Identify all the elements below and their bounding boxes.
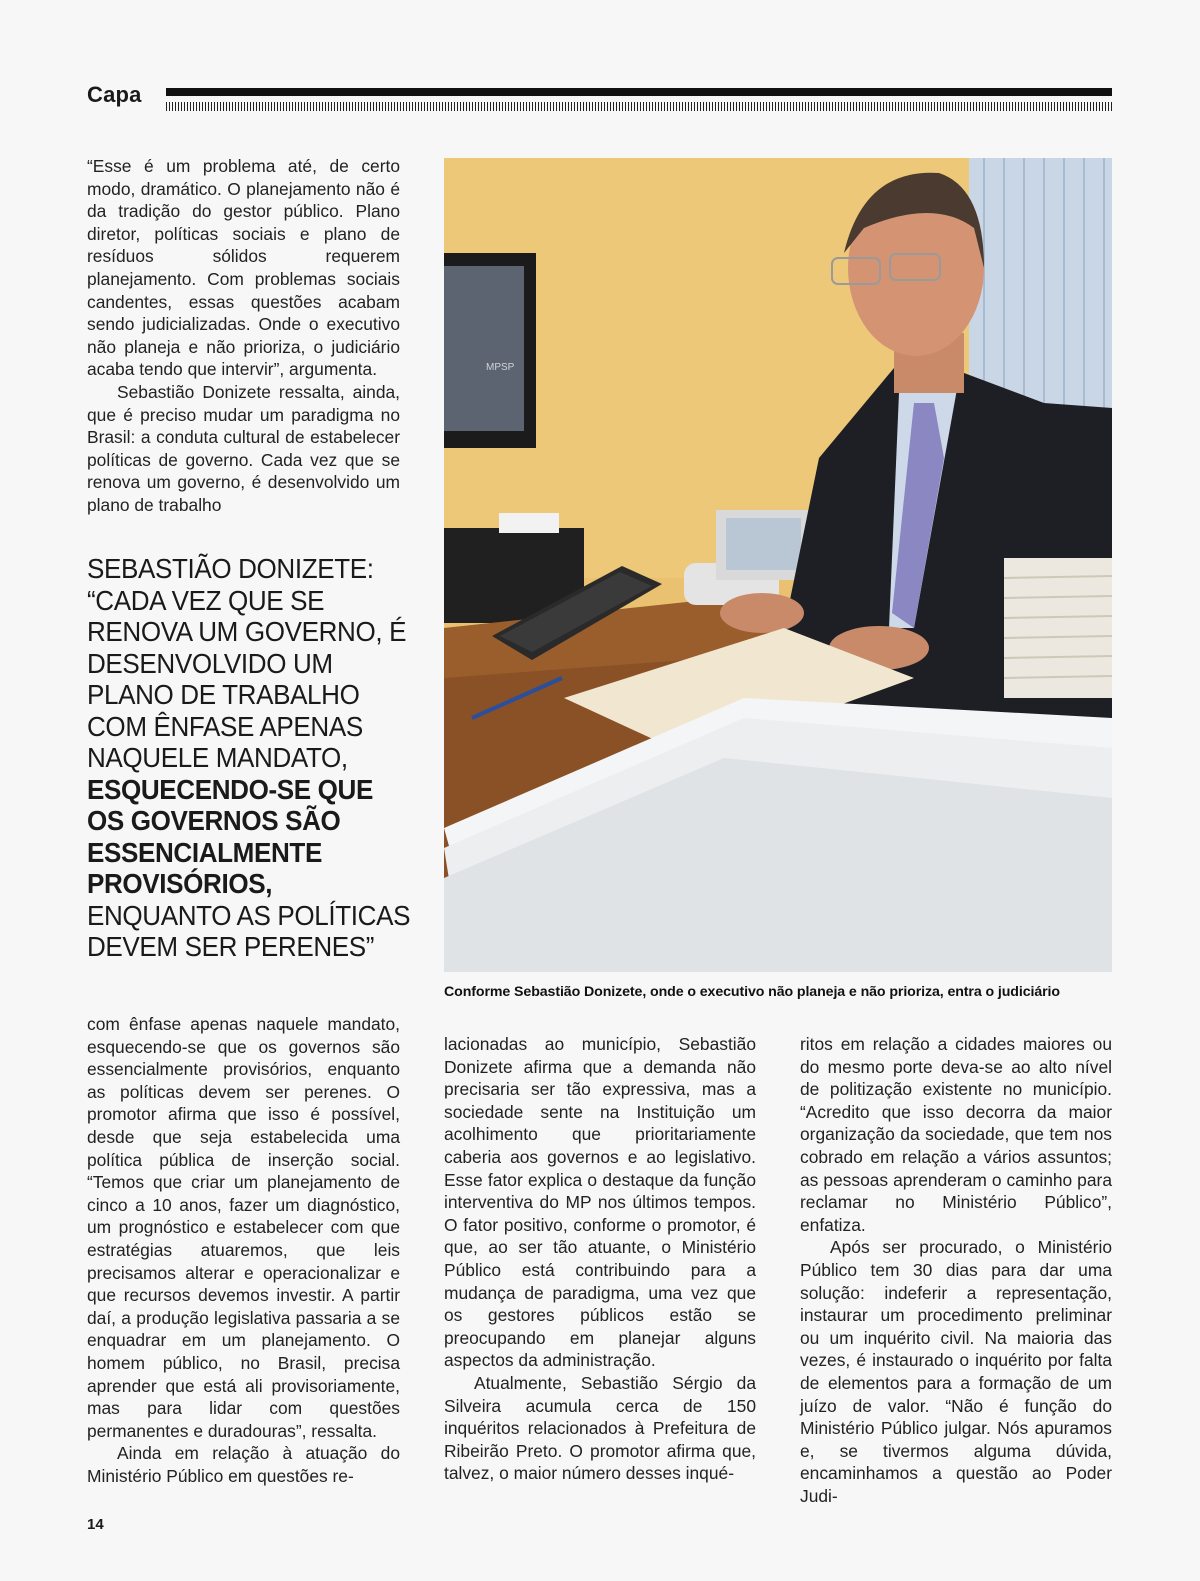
col2-paragraph-1: lacionadas ao município, Sebastião Donizete afirma que a demanda não precisaria ser tão expressiva, mas a sociedade sente na Instituição um acolhimento que prioritariamente caberia aos governos e ao legislativo. Esse fator explica o destaque da função interventiva do MP nos últimos tempos. O fator positivo, conforme o promotor, é que, ao ser tão atuante, o Ministério Público está contribuindo para a mudança de paradigma, uma vez que os gestores públicos estão se preocupando em planejar alguns aspectos da administração.: [444, 1034, 756, 1371]
col1-paragraph-2: Ainda em relação à atuação do Ministério Público em questões re-: [87, 1443, 400, 1486]
monitor-label: MPSP: [486, 362, 515, 373]
col2-paragraph-2: Atualmente, Sebastião Sérgio da Silveira acumula cerca de 150 inquéritos relacionados à Prefeitura de Ribeirão Preto. O promotor afirma que, talvez, o maior número desses inqué-: [444, 1372, 756, 1484]
body-column-1: [87, 1013, 400, 1487]
pull-quote-tail: ENQUANTO AS POLÍTICAS DEVEM SER PERENES”: [87, 899, 411, 962]
photo-caption: Conforme Sebastião Donizete, onde o executivo não planeja e não prioriza, entra o judiciário: [444, 984, 1060, 1000]
pull-quote-emphasis: ESQUECENDO-SE QUE OS GOVERNOS SÃO ESSENCIALMENTE PROVISÓRIOS,: [87, 773, 373, 899]
col3-paragraph-1: ritos em relação a cidades maiores ou do mesmo porte deva-se ao alto nível de politização existente no município. “Acredito que isso decorra da maior organização da sociedade, que tem nos cobrado em relação a vários assuntos; as pessoas aprenderam o caminho para reclamar no Ministério Público”, enfatiza.: [800, 1034, 1112, 1235]
section-label: Capa: [87, 82, 142, 107]
page-number: 14: [87, 1516, 104, 1533]
body-column-3: [800, 1033, 1112, 1507]
col3-paragraph-2: Após ser procurado, o Ministério Público tem 30 dias para dar uma solução: indeferir a representação, instaurar um procedimento preliminar ou um inquérito civil. Na maioria das vezes, é instaurado o inquérito por falta de elementos para a formação de um juízo de valor. “Não é função do Ministério Público julgar. Nós apuramos e, se tivermos alguma dúvida, encaminhamos a questão ao Poder Judi-: [800, 1237, 1112, 1506]
col1-paragraph-1: com ênfase apenas naquele mandato, esquecendo-se que os governos são essencialmente provisórios, enquanto as políticas devem ser perenes. O promotor afirma que isso é possível, desde que seja estabelecida uma política pública de inserção social. “Temos que criar um planejamento de cinco a 10 anos, fazer um diagnóstico, um prognóstico e estabelecer com que estratégias atuaremos, que leis precisamos alterar e operacionalizar e que recursos devemos investir. A partir daí, a produção legislativa passaria a se enquadrar em um planejamento. O homem público, no Brasil, precisa aprender que está ali provisoriamente, mas para lidar com questões permanentes e duradouras”, ressalta.: [87, 1014, 400, 1441]
article-photo: [444, 158, 1112, 972]
header-rule-striped: [166, 102, 1112, 111]
pull-quote-lead: SEBASTIÃO DONIZETE: “CADA VEZ QUE SE RENOVA UM GOVERNO, É DESENVOLVIDO UM PLANO DE TRABALHO COM ÊNFASE APENAS NAQUELE MANDATO,: [87, 553, 407, 773]
body-column-2: [444, 1033, 756, 1485]
intro-paragraph-1: “Esse é um problema até, de certo modo, dramático. O planejamento não é da tradição do gestor público. Plano diretor, políticas sociais e plano de resíduos sólidos requerem planejamento. Com problemas sociais candentes, essas questões acabam sendo judicializadas. Onde o executivo não planeja e não prioriza, o judiciário acaba tendo que intervir”, argumenta.: [87, 156, 400, 380]
header-rule: [166, 88, 1112, 96]
intro-paragraph-2: Sebastião Donizete ressalta, ainda, que é preciso mudar um paradigma no Brasil: a conduta cultural de estabelecer políticas de governo. Cada vez que se renova um governo, é desenvolvido um plano de trabalho: [87, 381, 400, 515]
intro-column: [87, 155, 400, 517]
pull-quote: [87, 553, 413, 963]
